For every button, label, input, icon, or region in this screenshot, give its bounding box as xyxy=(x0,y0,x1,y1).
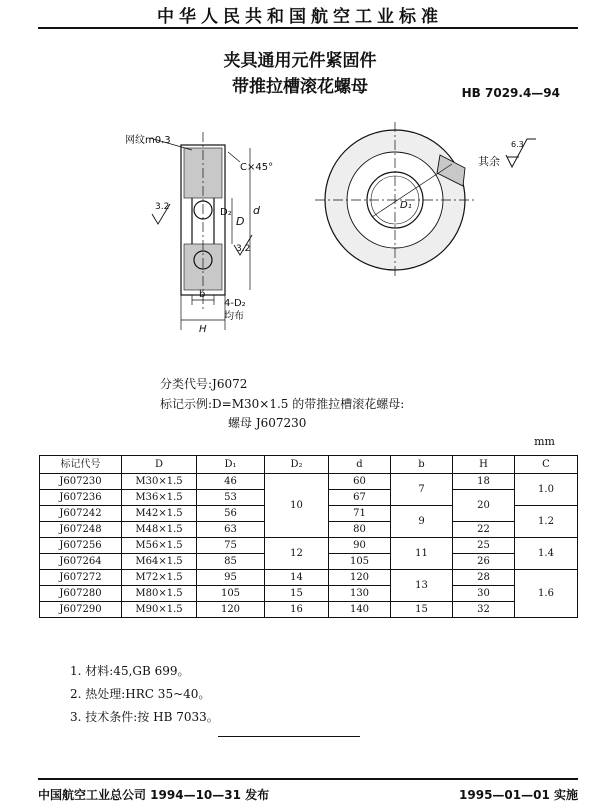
dimension-table xyxy=(39,455,578,618)
table-cell: 28 xyxy=(453,570,515,586)
table-cell: 120 xyxy=(329,570,391,586)
roughness-label-b: 3.2 xyxy=(236,244,251,254)
table-cell: 26 xyxy=(453,554,515,570)
table-row xyxy=(40,602,578,618)
table-row xyxy=(40,586,578,602)
table-cell: 25 xyxy=(453,538,515,554)
standard-title: 中华人民共和国航空工业标准 xyxy=(157,7,443,27)
table-cell-merged: 11 xyxy=(391,538,453,570)
table-row xyxy=(40,474,578,490)
end-rule xyxy=(218,736,360,737)
table-cell: J607248 xyxy=(40,522,122,538)
table-cell: 46 xyxy=(197,474,265,490)
table-cell-merged: 9 xyxy=(391,506,453,538)
table-cell-merged: 10 xyxy=(265,474,329,538)
column-header: b xyxy=(391,456,453,474)
table-cell: 71 xyxy=(329,506,391,522)
dim-label-D2: D₂ xyxy=(220,207,232,218)
table-cell: M72×1.5 xyxy=(122,570,197,586)
table-cell: M56×1.5 xyxy=(122,538,197,554)
table-cell-merged: 13 xyxy=(391,570,453,602)
table-cell: J607236 xyxy=(40,490,122,506)
table-cell: 32 xyxy=(453,602,515,618)
table-cell: 14 xyxy=(265,570,329,586)
dim-label-D1: D₁ xyxy=(400,200,412,211)
knurl-label: 网纹m0.3 xyxy=(125,135,171,146)
table-cell: 16 xyxy=(265,602,329,618)
table-cell-merged: 1.0 xyxy=(515,474,578,506)
table-cell: J607256 xyxy=(40,538,122,554)
table-cell: 140 xyxy=(329,602,391,618)
roughness-label-a: 3.2 xyxy=(155,202,170,212)
table-cell: 85 xyxy=(197,554,265,570)
table-cell: 130 xyxy=(329,586,391,602)
table-cell: M64×1.5 xyxy=(122,554,197,570)
table-cell: J607290 xyxy=(40,602,122,618)
table-cell: 75 xyxy=(197,538,265,554)
class-code: 分类代号:J6072 xyxy=(160,377,248,391)
table-cell: 60 xyxy=(329,474,391,490)
table-cell: M90×1.5 xyxy=(122,602,197,618)
note-heat-treatment: 2. 热处理:HRC 35~40。 xyxy=(70,687,211,701)
table-cell: M30×1.5 xyxy=(122,474,197,490)
column-header: D₂ xyxy=(265,456,329,474)
unit-label: mm xyxy=(534,435,555,448)
table-cell: 30 xyxy=(453,586,515,602)
table-header-row xyxy=(40,456,578,474)
table-cell: 105 xyxy=(197,586,265,602)
table-cell: M80×1.5 xyxy=(122,586,197,602)
table-cell: 56 xyxy=(197,506,265,522)
dim-label-b: b xyxy=(199,289,206,300)
table-cell: J607242 xyxy=(40,506,122,522)
table-cell: J607230 xyxy=(40,474,122,490)
issue-date: 中国航空工业总公司 1994—10—31 发布 xyxy=(38,788,270,802)
table-cell-merged: 1.2 xyxy=(515,506,578,538)
table-cell: M48×1.5 xyxy=(122,522,197,538)
table-cell-merged: 1.4 xyxy=(515,538,578,570)
table-cell: M36×1.5 xyxy=(122,490,197,506)
table-cell: 22 xyxy=(453,522,515,538)
table-cell: 95 xyxy=(197,570,265,586)
table-cell: M42×1.5 xyxy=(122,506,197,522)
effective-date: 1995—01—01 实施 xyxy=(459,788,578,802)
technical-drawing xyxy=(0,120,600,350)
table-cell: 120 xyxy=(197,602,265,618)
table-cell: J607264 xyxy=(40,554,122,570)
dim-label-D: D xyxy=(236,215,245,228)
table-cell: J607272 xyxy=(40,570,122,586)
column-header: d xyxy=(329,456,391,474)
table-row xyxy=(40,538,578,554)
dim-label-H: H xyxy=(199,324,207,335)
chamfer-label: C×45° xyxy=(240,162,274,173)
table-cell-merged: 12 xyxy=(265,538,329,570)
table-cell: 90 xyxy=(329,538,391,554)
column-header: D₁ xyxy=(197,456,265,474)
standard-code: HB 7029.4—94 xyxy=(461,86,560,100)
column-header: 标记代号 xyxy=(40,456,122,474)
table-cell: 63 xyxy=(197,522,265,538)
column-header: C xyxy=(515,456,578,474)
slot-label: 4-D₂ xyxy=(224,298,246,309)
slot-label-even: 均布 xyxy=(224,311,244,322)
table-cell-merged: 20 xyxy=(453,490,515,522)
note-technical-conditions: 3. 技术条件:按 HB 7033。 xyxy=(70,710,219,724)
marking-example-value: 螺母 J607230 xyxy=(228,416,307,430)
table-cell: 67 xyxy=(329,490,391,506)
table-cell: 15 xyxy=(265,586,329,602)
table-cell-merged: 7 xyxy=(391,474,453,506)
table-cell: 53 xyxy=(197,490,265,506)
table-cell: J607280 xyxy=(40,586,122,602)
document-title-line1: 夹具通用元件紧固件 xyxy=(223,51,377,71)
front-view xyxy=(315,122,475,278)
roughness-rest-label: 其余 xyxy=(478,155,500,168)
table-cell: 105 xyxy=(329,554,391,570)
marking-example: 标记示例:D=M30×1.5 的带推拉槽滚花螺母: xyxy=(160,397,405,411)
column-header: D xyxy=(122,456,197,474)
table-row xyxy=(40,570,578,586)
roughness-rest-value: 6.3 xyxy=(511,140,524,149)
table-cell: 18 xyxy=(453,474,515,490)
note-material: 1. 材料:45,GB 699。 xyxy=(70,664,190,678)
dim-label-d: d xyxy=(253,204,260,217)
table-cell: 15 xyxy=(391,602,453,618)
footer-rule xyxy=(38,778,578,780)
header-rule xyxy=(38,27,578,29)
table-cell-merged: 1.6 xyxy=(515,570,578,618)
column-header: H xyxy=(453,456,515,474)
table-cell: 80 xyxy=(329,522,391,538)
document-title-line2: 带推拉槽滚花螺母 xyxy=(232,77,368,97)
